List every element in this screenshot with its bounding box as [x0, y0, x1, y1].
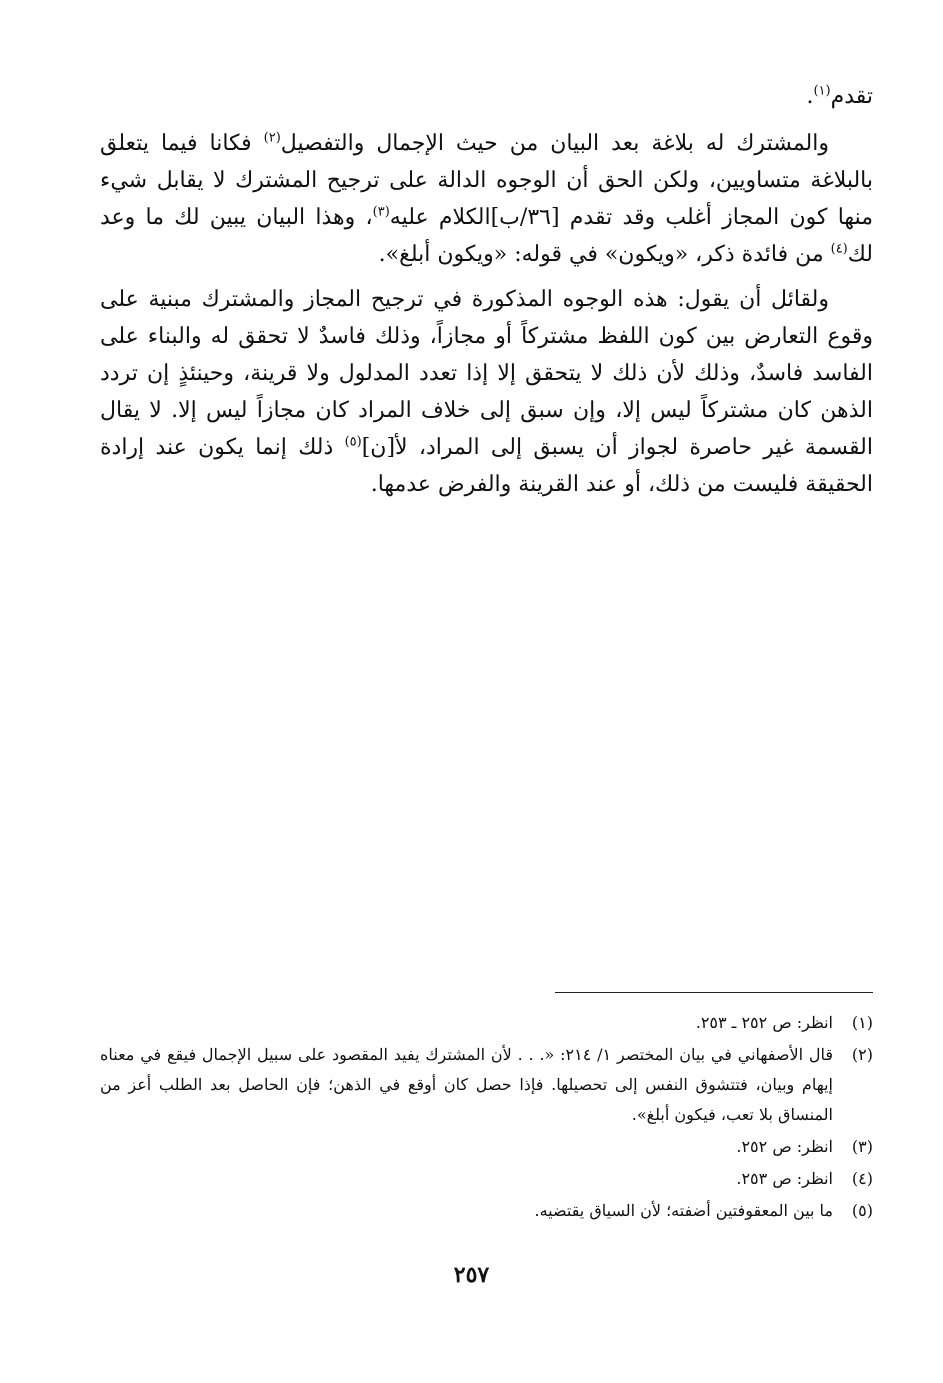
footnote-text: قال الأصفهاني في بيان المختصر ١/ ٢١٤: «. . . لأن المشترك يفيد المقصود على سبيل الإجمال فيقع في معناه إيهام وبيان، فتتشوق النفس إلى تحصيلها. فإذا حصل كان أوقع في الذهن؛ فإن الحاصل بعد الطلب أعز من المنساق بلا تعب، فيكون أبلغ». — [100, 1045, 834, 1124]
paragraph-end: . — [806, 84, 814, 109]
footnote-ref-1[interactable]: (١) — [813, 83, 831, 99]
paragraph-text: تقدم — [830, 84, 873, 109]
footnote-number: (٥) — [851, 1201, 873, 1220]
footnote-number: (٤) — [851, 1169, 873, 1188]
footnote-text: انظر: ص ٢٥٣. — [736, 1169, 833, 1188]
main-text — [100, 78, 873, 511]
footnote-number: (٢) — [851, 1045, 873, 1064]
footnote-number: (٣) — [851, 1137, 873, 1156]
paragraph-text: ولقائل أن يقول: هذه الوجوه المذكورة في ترجيح المجاز والمشترك مبنية على وقوع التعارض بين كون اللفظ مشتركاً أو مجازاً، وذلك فاسدٌ لا تحقق له والبناء على الفاسد فاسدٌ، وذلك لأن ذلك لا يتحقق إلا إذا تعدد المدلول ولا قرينة، وحينئذٍ إن تردد الذهن كان مشتركاً ليس إلا، وإن سبق إلى خلاف المراد كان مجازاً ليس إلا. لا يقال القسمة غير حاصرة لجواز أن يسبق إلى المراد، لأ[ن] — [100, 287, 873, 460]
footnote-ref-3[interactable]: (٣) — [372, 204, 390, 220]
footnote-ref-2[interactable]: (٢) — [263, 130, 281, 146]
paragraph-1 — [100, 125, 873, 273]
footnote-text: ما بين المعقوفتين أضفته؛ لأن السياق يقتضيه. — [534, 1201, 833, 1220]
footnote-text: انظر: ص ٢٥٢ ـ ٢٥٣. — [695, 1013, 833, 1032]
footnote-item — [100, 1040, 873, 1130]
page-number: ٢٥٧ — [453, 1262, 490, 1288]
footnote-ref-4[interactable]: (٤) — [830, 241, 848, 257]
footnotes-section — [100, 1008, 873, 1228]
footnote-item — [100, 1132, 873, 1162]
footnote-item — [100, 1164, 873, 1194]
paragraph-text: ذلك إنما يكون عند إرادة الحقيقة فليست من ذلك، أو عند القرينة والفرض عدمها. — [100, 435, 873, 497]
paragraph-2 — [100, 281, 873, 503]
footnote-text: انظر: ص ٢٥٢. — [736, 1137, 833, 1156]
footnote-item — [100, 1196, 873, 1226]
footnote-ref-5[interactable]: (٥) — [344, 434, 362, 450]
paragraph-text: فكانا فيما يتعلق بالبلاغة متساويين، ولكن الحق أن الوجوه الدالة على ترجيح المشترك لا يقابل شيء منها كون المجاز أغلب وقد تقدم [٣٦/ب]الكلام عليه — [100, 131, 873, 230]
paragraph-text: ، وهذا البيان يبين لك ما وعد لك — [100, 205, 873, 267]
footnote-item — [100, 1008, 873, 1038]
paragraph-continuation — [100, 78, 873, 115]
paragraph-text: والمشترك له بلاغة بعد البيان من حيث الإجمال والتفصيل — [280, 131, 829, 156]
footnote-separator — [555, 992, 873, 993]
footnote-number: (١) — [851, 1013, 873, 1032]
paragraph-text: من فائدة ذكر، «ويكون» في قوله: «ويكون أبلغ». — [378, 242, 831, 267]
